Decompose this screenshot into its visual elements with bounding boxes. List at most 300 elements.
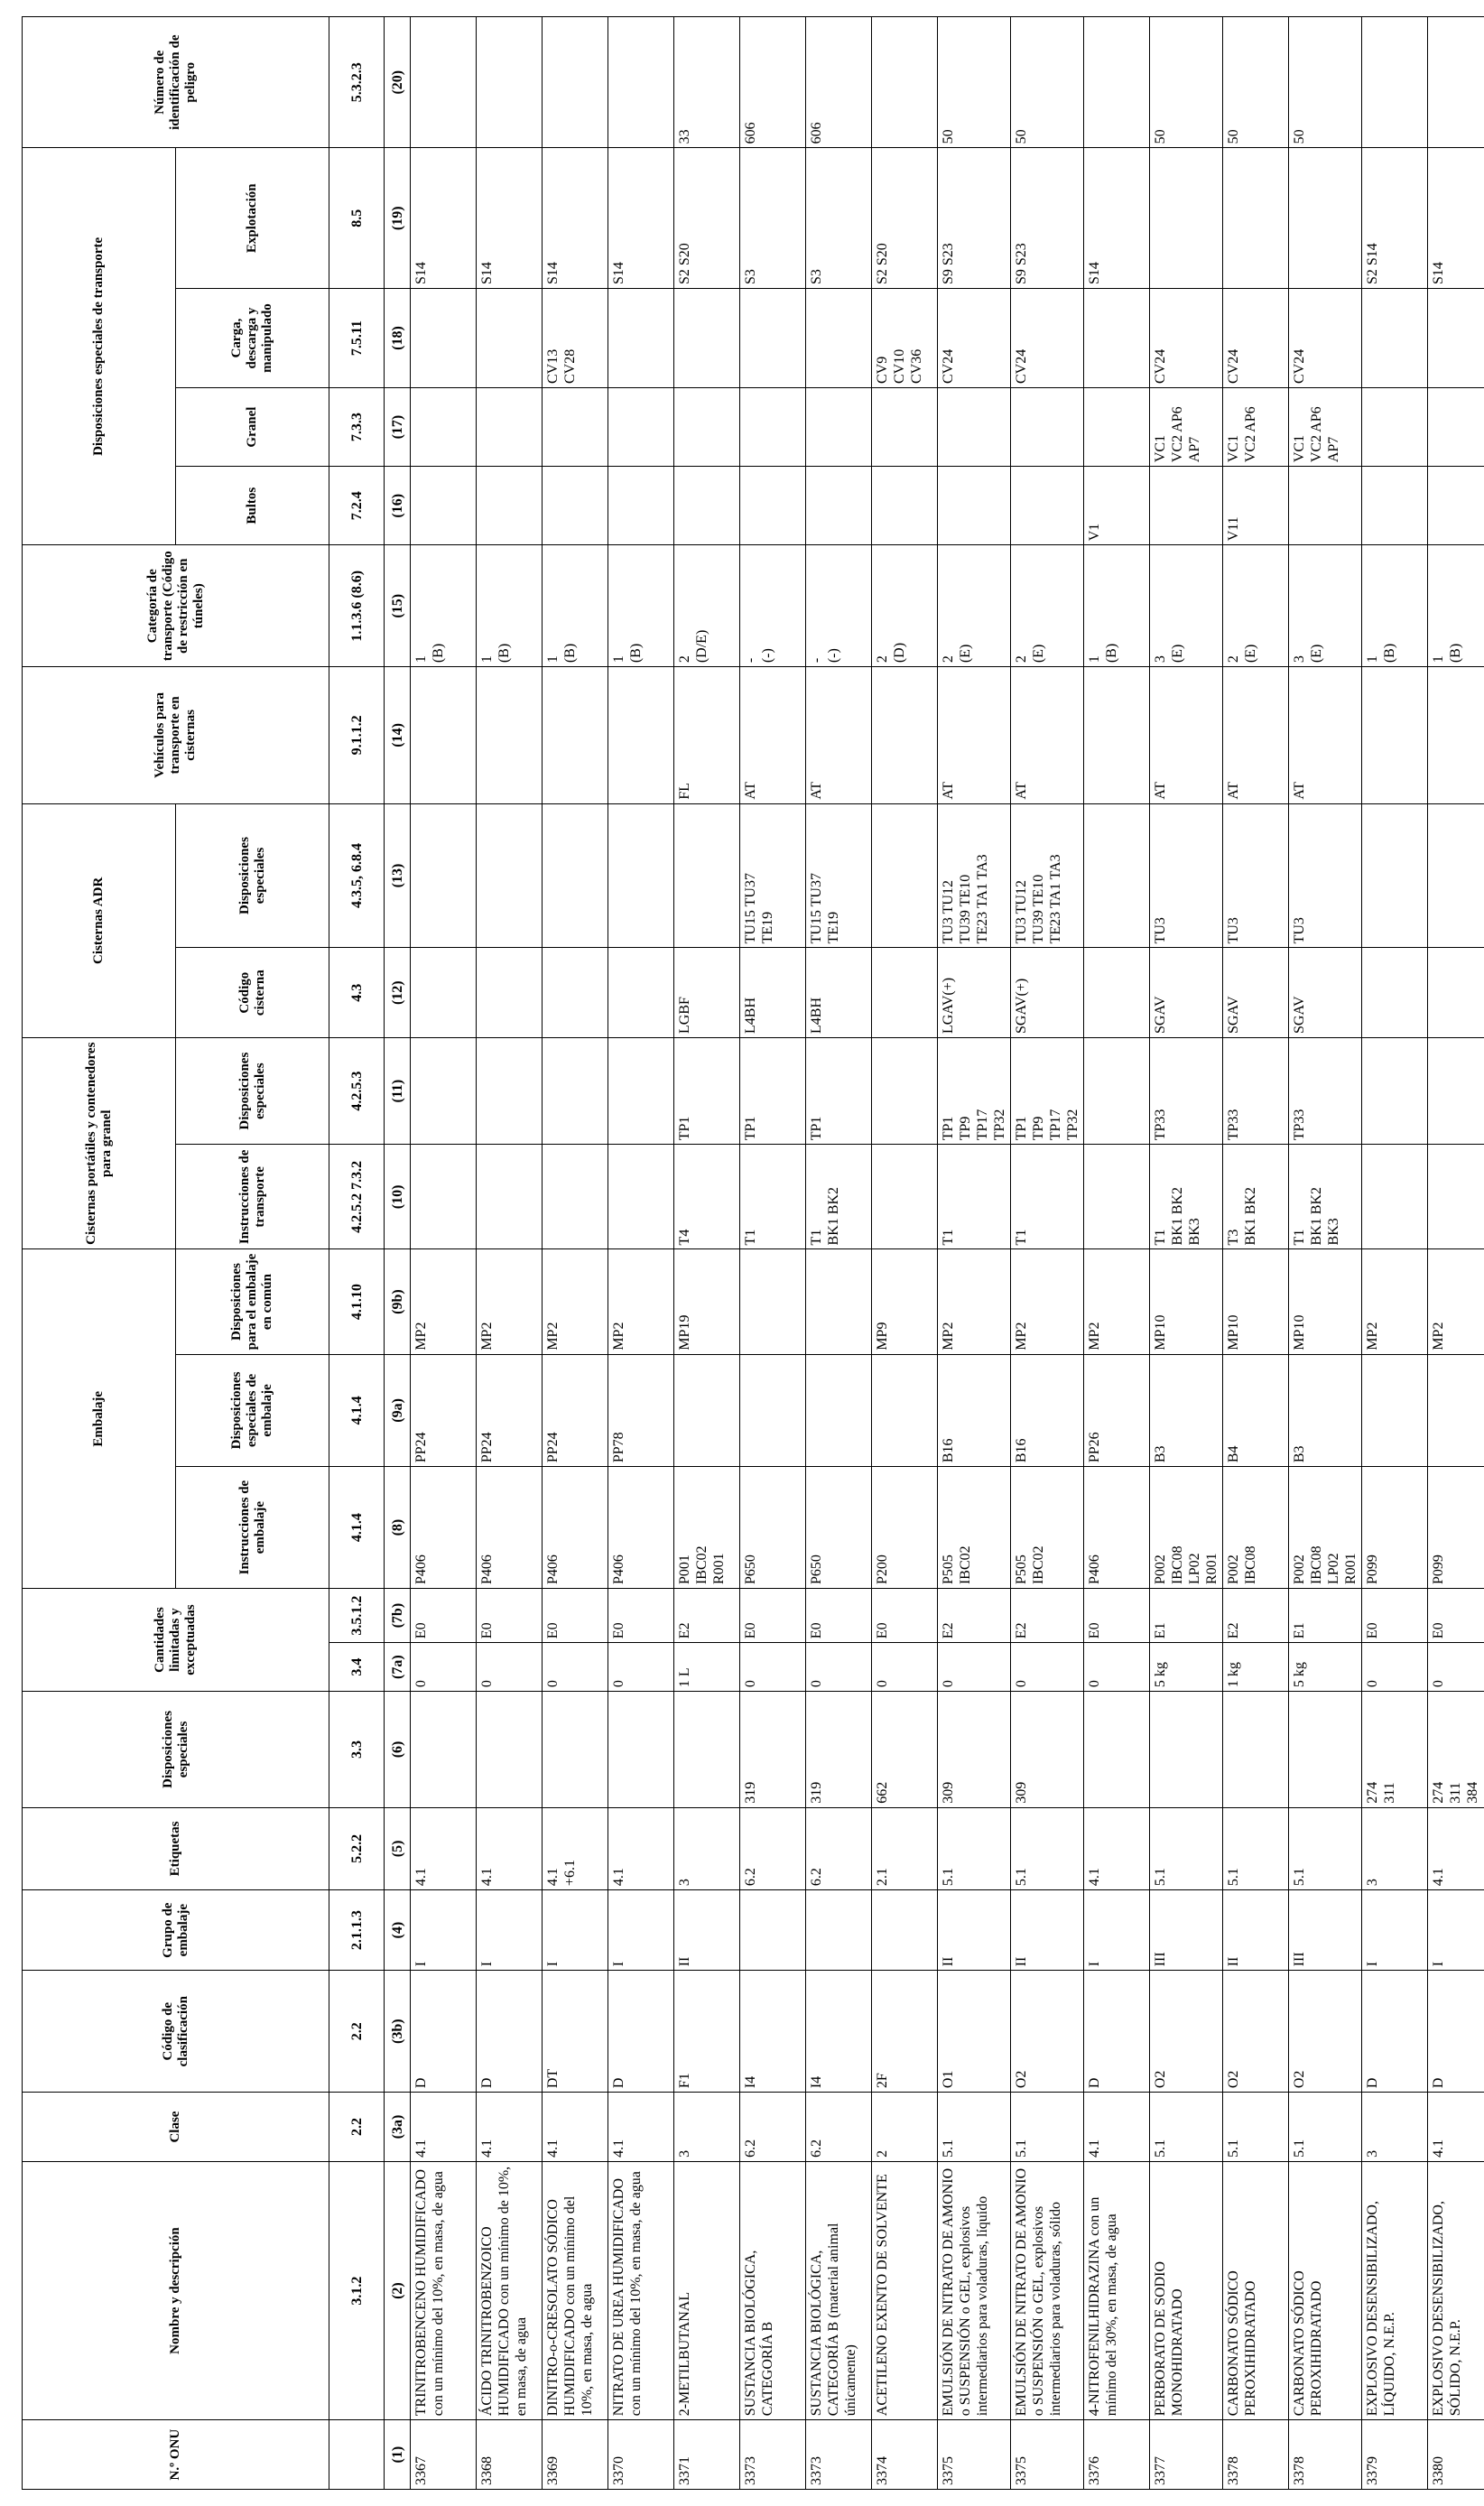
table-cell <box>872 1354 938 1466</box>
table-cell <box>1362 1145 1428 1249</box>
table-cell <box>1084 1692 1150 1808</box>
table-cell: D <box>411 1971 477 2093</box>
table-cell <box>477 388 543 467</box>
cell-line: - <box>743 657 758 664</box>
ref-cell: 5.3.2.3 <box>329 17 385 148</box>
table-cell <box>543 667 608 803</box>
table-cell: 319 <box>740 1692 806 1808</box>
name-cell: NITRATO DE UREA HUMIDIFICADO con un mínimo del 10%, en masa, de agua <box>608 2161 674 2419</box>
name-cell: 2-METILBUTANAL <box>674 2161 740 2419</box>
header-name: Nombre y descripción <box>23 2161 329 2419</box>
table-cell: SGAV <box>1150 948 1223 1038</box>
cell-line: TU39 TE10 <box>1031 874 1046 944</box>
header-special-provisions: Disposiciones especiales <box>23 1692 329 1808</box>
table-cell <box>872 388 938 467</box>
table-cell: TP1 <box>740 1037 806 1144</box>
header-pt-special: Disposiciones especiales <box>176 1037 329 1144</box>
table-cell: 5 kg <box>1289 1643 1362 1692</box>
table-cell: O1 <box>938 1971 1011 2093</box>
table-cell <box>608 1037 674 1144</box>
table-cell: 50 <box>1223 17 1289 148</box>
table-cell: 3378 <box>1289 2420 1362 2490</box>
name-cell: EMULSIÓN DE NITRATO DE AMONIO o SUSPENSIÓN o GEL, explosivos intermediarios para voladuras, sólido <box>1011 2161 1084 2419</box>
header-class-code: Código de clasificación <box>23 1971 329 2093</box>
cell-line: 1 <box>1431 655 1446 664</box>
column-number-cell: (5) <box>385 1807 411 1889</box>
ref-cell: 7.5.11 <box>329 289 385 388</box>
table-cell <box>1428 948 1484 1038</box>
table-cell: 5.1 <box>1011 1807 1084 1889</box>
table-cell <box>1223 1467 1289 1589</box>
name-cell: SUSTANCIA BIOLÓGICA, CATEGORÍA B <box>740 2161 806 2419</box>
cell-line: (B) <box>431 643 446 664</box>
table-cell <box>1011 388 1084 467</box>
column-number-cell: (1) <box>385 2420 411 2490</box>
name-cell: PERBORATO DE SODIO MONOHIDRATADO <box>1150 2161 1223 2419</box>
table-cell <box>806 388 872 467</box>
table-cell <box>1362 545 1428 667</box>
table-cell <box>477 289 543 388</box>
table-cell: B16 <box>938 1354 1011 1466</box>
table-cell <box>1362 388 1428 467</box>
table-cell: CV24 <box>1011 289 1084 388</box>
table-cell <box>477 467 543 545</box>
ref-cell: 7.3.3 <box>329 388 385 467</box>
ref-cell: 4.1.4 <box>329 1354 385 1466</box>
table-cell <box>938 545 1011 667</box>
table-cell: MP2 <box>1084 1249 1150 1354</box>
table-cell <box>1084 388 1150 467</box>
cell-line: P505 <box>941 1555 956 1585</box>
table-cell: I <box>608 1890 674 1971</box>
cell-line: (B) <box>562 643 578 664</box>
cell-line: IBC08 <box>1309 1545 1324 1585</box>
table-cell: 3374 <box>872 2420 938 2490</box>
table-row <box>543 17 608 2490</box>
cell-line: 274 <box>1365 1781 1380 1804</box>
cell-line: P001 <box>677 1555 692 1585</box>
table-cell <box>608 467 674 545</box>
cell-line: TP1 <box>1014 1116 1029 1141</box>
table-cell: SGAV <box>1289 948 1362 1038</box>
table-cell: MP2 <box>608 1249 674 1354</box>
table-cell <box>1362 467 1428 545</box>
table-cell: E0 <box>806 1589 872 1643</box>
table-cell: TP1 <box>806 1037 872 1144</box>
table-cell: 5.1 <box>1011 2093 1084 2162</box>
table-cell <box>1428 803 1484 948</box>
table-cell <box>806 1145 872 1249</box>
table-cell: E0 <box>1362 1589 1428 1643</box>
table-cell: III <box>1150 1890 1223 1971</box>
ref-cell: 3.4 <box>329 1643 385 1692</box>
table-cell <box>1084 289 1150 388</box>
table-cell: 5.1 <box>1223 1807 1289 1889</box>
table-cell <box>938 803 1011 948</box>
column-number-cell: (12) <box>385 948 411 1038</box>
column-number-cell: (2) <box>385 2161 411 2419</box>
table-cell: MP10 <box>1223 1249 1289 1354</box>
table-cell <box>674 1467 740 1589</box>
cell-line: VC2 AP6 <box>1170 406 1185 463</box>
cell-line: CV10 <box>892 348 907 385</box>
table-cell: S2 S20 <box>872 148 938 289</box>
table-cell: 3375 <box>938 2420 1011 2490</box>
cell-line: R001 <box>1204 1553 1220 1585</box>
table-cell: 4.1 <box>608 1807 674 1889</box>
table-cell <box>1084 1037 1150 1144</box>
table-cell <box>872 803 938 948</box>
table-cell: T1 <box>1011 1145 1084 1249</box>
table-cell: FL <box>674 667 740 803</box>
name-cell: EXPLOSIVO DESENSIBILIZADO, LÍQUIDO, N.E.P. <box>1362 2161 1428 2419</box>
table-cell: E0 <box>608 1589 674 1643</box>
table-cell: 2.1 <box>872 1807 938 1889</box>
header-transport-category: Categoría de transporte (Código de restricción en túneles) <box>23 545 329 667</box>
table-cell: MP2 <box>543 1249 608 1354</box>
ref-cell: 4.2.5.3 <box>329 1037 385 1144</box>
table-cell <box>806 1249 872 1354</box>
cell-line: VC1 <box>1153 434 1168 463</box>
header-packing-instructions: Instrucciones de embalaje <box>176 1467 329 1589</box>
table-cell: E2 <box>938 1589 1011 1643</box>
column-number-cell: (18) <box>385 289 411 388</box>
table-cell: 319 <box>806 1692 872 1808</box>
table-cell: TP1 <box>674 1037 740 1144</box>
ref-cell: 8.5 <box>329 148 385 289</box>
header-mixed-packing: Disposiciones para el embalaje en común <box>176 1249 329 1354</box>
table-cell: S9 S23 <box>938 148 1011 289</box>
table-cell <box>1084 803 1150 948</box>
table-cell: P406 <box>1084 1467 1150 1589</box>
table-row <box>411 17 477 2490</box>
table-cell <box>674 289 740 388</box>
cell-line: 384 <box>1465 1781 1480 1804</box>
table-cell: S3 <box>806 148 872 289</box>
table-row <box>1011 17 1084 2490</box>
cell-line: VC1 <box>1292 434 1307 463</box>
table-cell <box>872 1037 938 1144</box>
ref-cell: 4.1.10 <box>329 1249 385 1354</box>
cell-line: (B) <box>496 643 512 664</box>
table-cell <box>477 1692 543 1808</box>
table-cell <box>674 467 740 545</box>
cell-line: (D/E) <box>694 629 710 664</box>
cell-line: VC1 <box>1226 434 1241 463</box>
table-cell <box>543 545 608 667</box>
cell-line: P002 <box>1226 1555 1241 1585</box>
cell-line: TP17 <box>975 1109 990 1141</box>
column-number-cell: (14) <box>385 667 411 803</box>
table-cell: 3379 <box>1362 2420 1428 2490</box>
cell-line: 311 <box>1382 1782 1397 1804</box>
table-cell: AT <box>740 667 806 803</box>
table-cell <box>1011 545 1084 667</box>
cell-line: (B) <box>1104 643 1119 664</box>
cell-line: 1 <box>413 655 429 664</box>
table-cell <box>1223 148 1289 289</box>
cell-line: TP9 <box>958 1116 973 1141</box>
cell-line: 2 <box>1014 655 1029 664</box>
table-cell: 3369 <box>543 2420 608 2490</box>
table-cell <box>1289 1467 1362 1589</box>
ref-cell: 1.1.3.6 (8.6) <box>329 545 385 667</box>
table-row <box>806 17 872 2490</box>
table-cell <box>938 1467 1011 1589</box>
table-cell: 0 <box>608 1643 674 1692</box>
table-cell: 6.2 <box>806 2093 872 2162</box>
table-cell <box>872 545 938 667</box>
table-cell <box>806 289 872 388</box>
cell-line: IBC08 <box>1243 1545 1258 1585</box>
table-cell <box>1223 545 1289 667</box>
table-cell <box>740 1890 806 1971</box>
table-cell: PP78 <box>608 1354 674 1466</box>
table-cell: MP2 <box>1362 1249 1428 1354</box>
header-adr-tanks: Cisternas ADR <box>23 803 176 1037</box>
table-cell <box>806 467 872 545</box>
table-cell: S9 S23 <box>1011 148 1084 289</box>
name-cell: EMULSIÓN DE NITRATO DE AMONIO o SUSPENSIÓN o GEL, explosivos intermediarios para voladuras, líquido <box>938 2161 1011 2419</box>
table-cell <box>740 803 806 948</box>
table-cell: D <box>477 1971 543 2093</box>
table-cell: P200 <box>872 1467 938 1589</box>
table-cell: 5 kg <box>1150 1643 1223 1692</box>
table-cell: AT <box>1011 667 1084 803</box>
column-number-cell: (19) <box>385 148 411 289</box>
table-cell <box>543 948 608 1038</box>
header-packages: Bultos <box>176 467 329 545</box>
table-cell <box>411 388 477 467</box>
table-cell: AT <box>938 667 1011 803</box>
cell-line: (D) <box>892 642 907 664</box>
table-cell: 5.1 <box>1289 2093 1362 2162</box>
table-cell: 5.1 <box>1150 2093 1223 2162</box>
table-cell: E0 <box>543 1589 608 1643</box>
table-cell: MP2 <box>477 1249 543 1354</box>
ref-cell: 4.3.5, 6.8.4 <box>329 803 385 948</box>
table-cell: 0 <box>477 1643 543 1692</box>
table-cell <box>1289 388 1362 467</box>
table-cell <box>1362 289 1428 388</box>
column-number-cell: (15) <box>385 545 411 667</box>
table-cell <box>1428 1692 1484 1808</box>
table-cell: 3 <box>1362 2093 1428 2162</box>
table-cell <box>740 388 806 467</box>
ref-cell: 7.2.4 <box>329 467 385 545</box>
cell-line: AP7 <box>1187 436 1202 463</box>
cell-line: VC2 AP6 <box>1243 406 1258 463</box>
table-cell: 5.1 <box>1223 2093 1289 2162</box>
header-tank-code: Código cisterna <box>176 948 329 1038</box>
table-cell: 309 <box>1011 1692 1084 1808</box>
table-cell <box>1084 1145 1150 1249</box>
ref-cell: 9.1.1.2 <box>329 667 385 803</box>
table-cell: D <box>1084 1971 1150 2093</box>
table-cell: P406 <box>608 1467 674 1589</box>
table-cell: F1 <box>674 1971 740 2093</box>
table-cell: 6.2 <box>740 1807 806 1889</box>
cell-line: (E) <box>958 644 973 664</box>
table-cell <box>608 17 674 148</box>
table-cell: MP10 <box>1289 1249 1362 1354</box>
table-cell: 3380 <box>1428 2420 1484 2490</box>
table-cell <box>740 467 806 545</box>
name-cell: EXPLOSIVO DESENSIBILIZADO, SÓLIDO, N.E.P. <box>1428 2161 1484 2419</box>
table-cell: D <box>608 1971 674 2093</box>
ref-cell: 4.3 <box>329 948 385 1038</box>
table-row <box>1223 17 1289 2490</box>
cell-line: (B) <box>628 643 644 664</box>
name-cell: CARBONATO SÓDICO PEROXIHIDRATADO <box>1289 2161 1362 2419</box>
cell-line: 3 <box>1292 655 1307 664</box>
cell-line: 3 <box>1153 655 1168 664</box>
table-cell <box>1428 289 1484 388</box>
table-cell: P650 <box>740 1467 806 1589</box>
cell-line: 1 <box>611 655 626 664</box>
cell-line: LP02 <box>1187 1553 1202 1585</box>
table-cell: 4.1 <box>1428 1807 1484 1889</box>
cell-line: TP32 <box>1065 1109 1081 1141</box>
column-number-cell: (3a) <box>385 2093 411 2162</box>
cell-line: BK1 BK2 <box>1243 1187 1258 1246</box>
table-cell <box>1223 1692 1289 1808</box>
cell-line: CV13 <box>545 348 561 385</box>
table-cell: TP33 <box>1223 1037 1289 1144</box>
table-cell <box>674 388 740 467</box>
table-cell <box>938 1037 1011 1144</box>
ref-cell: 2.2 <box>329 2093 385 2162</box>
cell-line: TE19 <box>760 911 775 944</box>
cell-line: IBC02 <box>1031 1545 1046 1585</box>
header-tank-special: Disposiciones especiales <box>176 803 329 948</box>
cell-line: (B) <box>1448 643 1463 664</box>
table-cell <box>477 17 543 148</box>
table-cell <box>411 545 477 667</box>
table-cell <box>740 289 806 388</box>
table-cell: V11 <box>1223 467 1289 545</box>
table-cell: 50 <box>1011 17 1084 148</box>
table-cell <box>1289 545 1362 667</box>
cell-line: VC2 AP6 <box>1309 406 1324 463</box>
column-number-cell: (4) <box>385 1890 411 1971</box>
table-cell <box>411 1692 477 1808</box>
table-cell <box>1428 1354 1484 1466</box>
table-cell <box>543 467 608 545</box>
cell-line: TP32 <box>992 1109 1007 1141</box>
table-cell: 4.1 <box>1084 2093 1150 2162</box>
cell-line: (-) <box>826 648 841 664</box>
table-cell: D <box>1362 1971 1428 2093</box>
table-cell <box>1428 1037 1484 1144</box>
table-cell: 606 <box>740 17 806 148</box>
table-cell: O2 <box>1223 1971 1289 2093</box>
table-cell: P406 <box>543 1467 608 1589</box>
column-number-cell: (7b) <box>385 1589 411 1643</box>
table-cell: MP19 <box>674 1249 740 1354</box>
table-cell: 0 <box>740 1643 806 1692</box>
ref-cell: 3.1.2 <box>329 2161 385 2419</box>
cell-line: TP9 <box>1031 1116 1046 1141</box>
column-number-cell: (11) <box>385 1037 411 1144</box>
table-cell <box>1150 467 1223 545</box>
table-cell: CV24 <box>1289 289 1362 388</box>
cell-line: 311 <box>1448 1782 1463 1804</box>
table-row <box>938 17 1011 2490</box>
table-cell: LGBF <box>674 948 740 1038</box>
table-row <box>477 17 543 2490</box>
cell-line: (E) <box>1309 644 1324 664</box>
header-packing-special: Disposiciones especiales de embalaje <box>176 1354 329 1466</box>
cell-line: AP7 <box>1326 436 1341 463</box>
table-cell: 2F <box>872 1971 938 2093</box>
cell-line: TP17 <box>1048 1109 1063 1141</box>
table-row <box>740 17 806 2490</box>
table-cell: III <box>1289 1890 1362 1971</box>
table-cell: 6.2 <box>740 2093 806 2162</box>
table-cell <box>543 17 608 148</box>
column-number-cell: (13) <box>385 803 411 948</box>
table-cell: II <box>674 1890 740 1971</box>
cell-line: (B) <box>1382 643 1397 664</box>
header-class: Clase <box>23 2093 329 2162</box>
table-cell: CV24 <box>938 289 1011 388</box>
table-cell <box>1084 545 1150 667</box>
table-cell: 0 <box>938 1643 1011 1692</box>
table-cell <box>1362 667 1428 803</box>
table-cell <box>1150 1467 1223 1589</box>
table-cell: S2 S20 <box>674 148 740 289</box>
table-cell: MP10 <box>1150 1249 1223 1354</box>
cell-line: 2 <box>941 655 956 664</box>
ref-cell: 3.5.1.2 <box>329 1589 385 1643</box>
table-cell: 3 <box>1362 1807 1428 1889</box>
table-cell <box>411 467 477 545</box>
table-cell <box>872 667 938 803</box>
cell-line: 1 <box>1365 655 1380 664</box>
table-cell: 309 <box>938 1692 1011 1808</box>
table-cell <box>543 1692 608 1808</box>
table-cell <box>1428 667 1484 803</box>
table-cell <box>1150 388 1223 467</box>
table-cell: 5.1 <box>1289 1807 1362 1889</box>
cell-line: CV36 <box>909 348 924 385</box>
table-cell: P406 <box>477 1467 543 1589</box>
header-portable-tanks: Cisternas portátiles y contenedores para granel <box>23 1037 176 1248</box>
table-cell <box>477 1145 543 1249</box>
cell-line: 2 <box>1226 655 1241 664</box>
table-cell: AT <box>1223 667 1289 803</box>
table-cell <box>1223 388 1289 467</box>
table-cell <box>674 1692 740 1808</box>
column-number-cell: (6) <box>385 1692 411 1808</box>
table-cell <box>411 667 477 803</box>
cell-line: (-) <box>760 648 775 664</box>
table-row <box>872 17 938 2490</box>
table-cell: TP33 <box>1289 1037 1362 1144</box>
cell-line: 274 <box>1431 1781 1446 1804</box>
table-cell: O2 <box>1289 1971 1362 2093</box>
table-cell <box>608 948 674 1038</box>
table-cell: T4 <box>674 1145 740 1249</box>
table-cell <box>740 1354 806 1466</box>
table-cell <box>1084 667 1150 803</box>
table-cell: L4BH <box>740 948 806 1038</box>
header-hazard-id: Número de identificación de peligro <box>23 17 329 148</box>
reference-row <box>329 17 385 2490</box>
table-cell: 662 <box>872 1692 938 1808</box>
table-cell: I4 <box>806 1971 872 2093</box>
